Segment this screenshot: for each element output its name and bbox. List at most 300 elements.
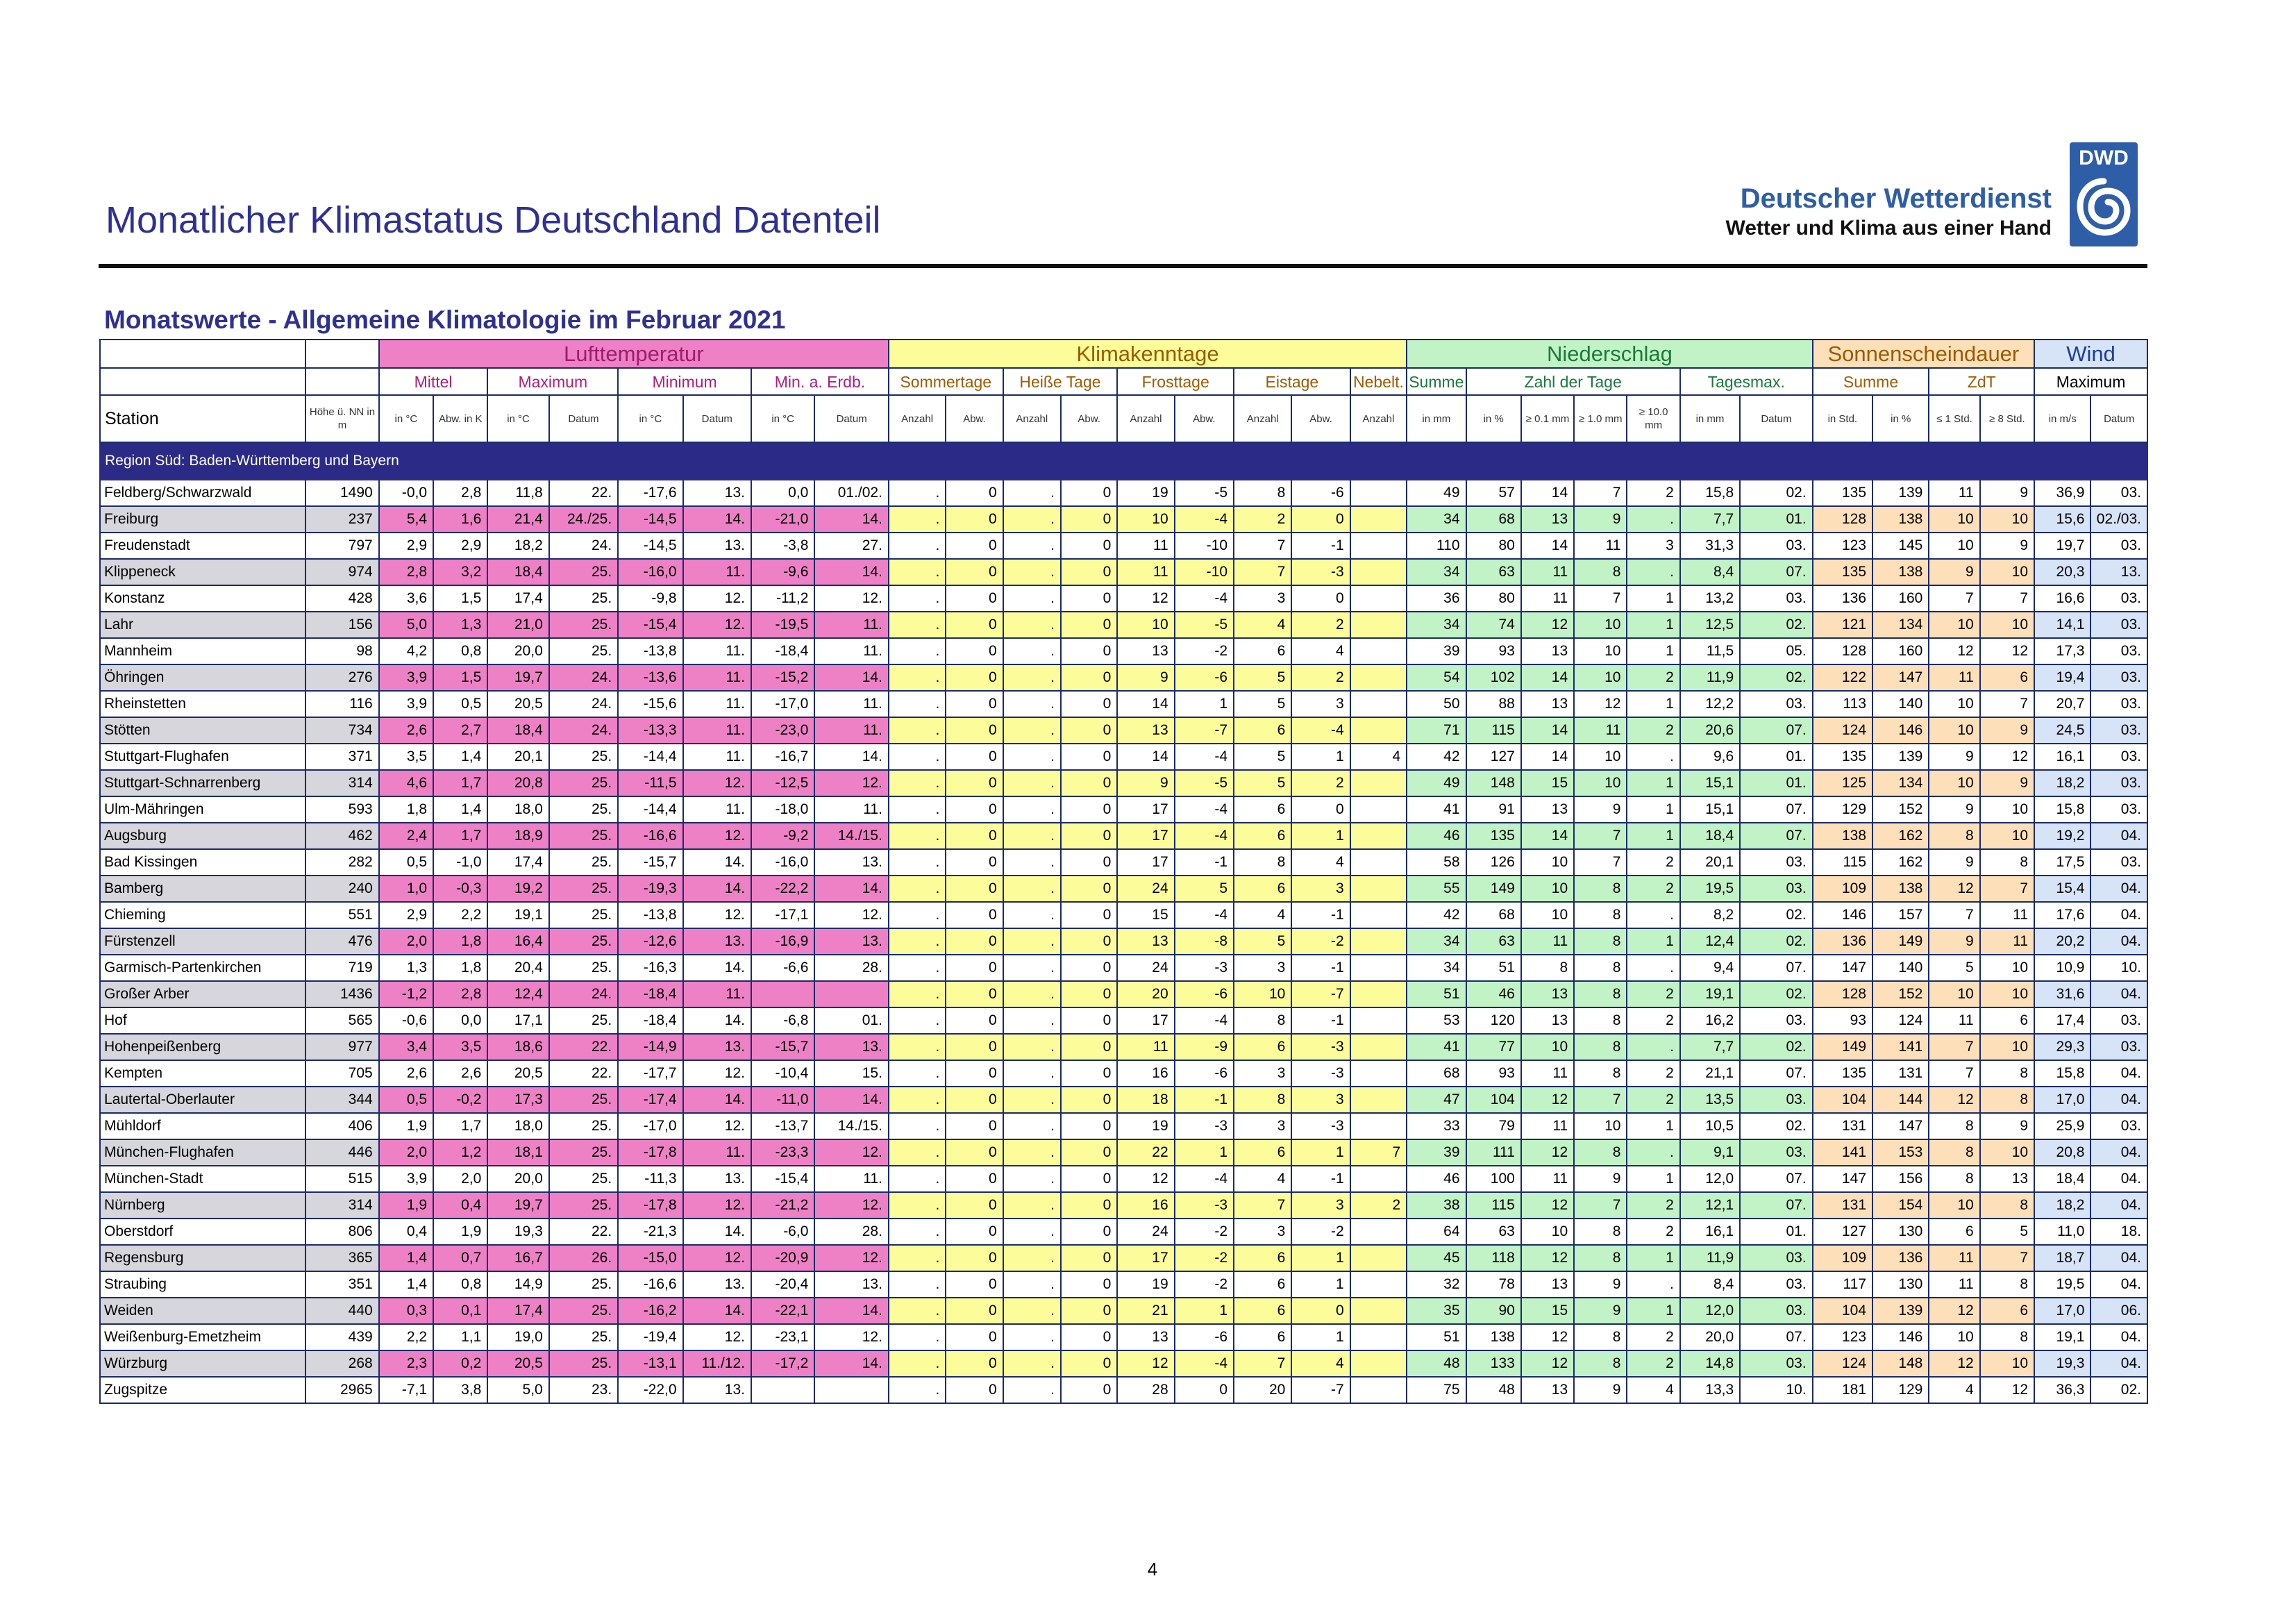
sub-zahl-der-tage: Zahl der Tage: [1466, 368, 1680, 395]
cell-t-min: -13,6: [618, 664, 682, 691]
cell-t-abw: 0,8: [433, 1271, 487, 1298]
cell-heisse-tage: .: [1003, 691, 1061, 717]
cell-nied-prozent: 91: [1466, 796, 1521, 823]
cell-wind-max: 20,2: [2034, 928, 2090, 955]
cell-sommertage-abw: 0: [946, 612, 1003, 638]
cell-eistage-abw: 0: [1291, 506, 1350, 533]
cell-t-max-datum: 26.: [549, 1245, 618, 1271]
cell-tage-1-0mm: 8: [1574, 1350, 1627, 1377]
cell-sommertage-abw: 0: [946, 1087, 1003, 1113]
cell-t-abw: 1,8: [433, 928, 487, 955]
cell-zdt-8std: 8: [1980, 1271, 2034, 1298]
cell-sonne-std: 136: [1813, 585, 1872, 612]
cell-nied-summe: 34: [1407, 506, 1466, 533]
cell-tage-0-1mm: 13: [1521, 638, 1574, 664]
cell-t-mittel: 1,0: [379, 876, 433, 902]
cell-hoehe: 797: [305, 533, 378, 559]
cell-heisse-tage-abw: 0: [1061, 612, 1117, 638]
cell-t-mittel: 1,3: [379, 955, 433, 981]
table-row: [100, 585, 2147, 612]
cell-nied-summe: 46: [1407, 1166, 1466, 1192]
cell-zdt-8std: 8: [1980, 1192, 2034, 1219]
cell-erdb-min: -11,2: [751, 585, 814, 612]
cell-zdt-8std: 8: [1980, 1060, 2034, 1087]
cell-sonne-std: 149: [1813, 1034, 1872, 1060]
unit-t-min: in °C: [618, 395, 682, 442]
cell-t-min: -19,3: [618, 876, 682, 902]
cell-t-mittel: 3,9: [379, 691, 433, 717]
cell-tage-10-0mm: .: [1627, 744, 1679, 770]
cell-wind-max: 29,3: [2034, 1034, 2090, 1060]
cell-zdt-8std: 6: [1980, 664, 2034, 691]
cell-tage-0-1mm: 14: [1521, 823, 1574, 849]
cell-nebeltage: [1350, 612, 1407, 638]
cell-t-min-datum: 12.: [683, 1060, 751, 1087]
unit-tagesmax-datum: Datum: [1740, 395, 1813, 442]
cell-eistage-abw: -7: [1291, 981, 1350, 1007]
cell-sonne-std: 121: [1813, 612, 1872, 638]
cell-t-max: 20,0: [487, 638, 548, 664]
cell-t-max: 17,4: [487, 585, 548, 612]
cell-erdb-datum: 11.: [814, 612, 889, 638]
cell-hoehe: 240: [305, 876, 378, 902]
cell-sonne-prozent: 130: [1872, 1219, 1929, 1245]
cell-station: Weißenburg-Emetzheim: [100, 1324, 305, 1350]
cell-sommertage: .: [889, 506, 946, 533]
cell-nied-prozent: 88: [1466, 691, 1521, 717]
cell-heisse-tage-abw: 0: [1061, 955, 1117, 981]
cell-nebeltage: [1350, 1113, 1407, 1139]
cell-heisse-tage: .: [1003, 1034, 1061, 1060]
cell-t-max: 19,7: [487, 664, 548, 691]
cell-heisse-tage: .: [1003, 1060, 1061, 1087]
cell-t-mittel: 2,6: [379, 1060, 433, 1087]
cell-hoehe: 314: [305, 1192, 378, 1219]
cell-t-max-datum: 25.: [549, 796, 618, 823]
cell-t-max: 19,1: [487, 902, 548, 928]
cell-nied-prozent: 118: [1466, 1245, 1521, 1271]
cell-station: Weiden: [100, 1298, 305, 1324]
cell-eistage: 3: [1234, 1060, 1291, 1087]
cell-t-mittel: 0,5: [379, 1087, 433, 1113]
cell-sommertage: .: [889, 1245, 946, 1271]
cell-nied-prozent: 93: [1466, 638, 1521, 664]
cell-heisse-tage-abw: 0: [1061, 1060, 1117, 1087]
cell-sommertage-abw: 0: [946, 1271, 1003, 1298]
cell-tagesmax-datum: 03.: [1740, 849, 1813, 876]
cell-zdt-1std: 10: [1929, 981, 1979, 1007]
cell-eistage: 3: [1234, 585, 1291, 612]
cell-sonne-prozent: 139: [1872, 744, 1929, 770]
cell-t-max: 19,2: [487, 876, 548, 902]
unit-hoehe: Höhe ü. NN in m: [305, 395, 378, 442]
cell-sonne-std: 181: [1813, 1377, 1872, 1403]
cell-t-min: -9,8: [618, 585, 682, 612]
cell-nied-prozent: 78: [1466, 1271, 1521, 1298]
cell-hoehe: 1436: [305, 981, 378, 1007]
blank-header-cell: [305, 368, 378, 395]
cell-zdt-1std: 11: [1929, 664, 1979, 691]
cell-station: Augsburg: [100, 823, 305, 849]
cell-t-mittel: 1,8: [379, 796, 433, 823]
cell-tagesmax-datum: 01.: [1740, 770, 1813, 796]
cell-t-mittel: 4,6: [379, 770, 433, 796]
cell-tage-1-0mm: 8: [1574, 1060, 1627, 1087]
cell-t-abw: 2,7: [433, 717, 487, 744]
cell-sonne-std: 138: [1813, 823, 1872, 849]
cell-sonne-prozent: 147: [1872, 664, 1929, 691]
cell-sonne-std: 135: [1813, 1060, 1872, 1087]
cell-sonne-prozent: 154: [1872, 1192, 1929, 1219]
cell-hoehe: 406: [305, 1113, 378, 1139]
cell-sonne-std: 135: [1813, 480, 1872, 506]
dwd-logo: [2070, 142, 2138, 246]
cell-sonne-prozent: 138: [1872, 506, 1929, 533]
cell-t-max-datum: 24.: [549, 691, 618, 717]
cell-sommertage: .: [889, 664, 946, 691]
cell-t-mittel: 5,0: [379, 612, 433, 638]
cell-tagesmax-mm: 12,0: [1680, 1166, 1740, 1192]
cell-nied-summe: 46: [1407, 823, 1466, 849]
cell-wind-max: 19,1: [2034, 1324, 2090, 1350]
cell-t-max: 20,8: [487, 770, 548, 796]
cell-frosttage: 17: [1117, 849, 1174, 876]
cell-zdt-1std: 9: [1929, 796, 1979, 823]
cell-t-mittel: 1,9: [379, 1113, 433, 1139]
cell-nied-summe: 33: [1407, 1113, 1466, 1139]
cell-tagesmax-datum: 02.: [1740, 612, 1813, 638]
cell-t-max-datum: 25.: [549, 1192, 618, 1219]
cell-wind-datum: 02./03.: [2090, 506, 2147, 533]
table-row: [100, 1034, 2147, 1060]
cell-tagesmax-datum: 01.: [1740, 506, 1813, 533]
cell-sonne-std: 113: [1813, 691, 1872, 717]
table-row: [100, 691, 2147, 717]
cell-frosttage: 18: [1117, 1087, 1174, 1113]
cell-heisse-tage-abw: 0: [1061, 1139, 1117, 1166]
cell-heisse-tage: .: [1003, 902, 1061, 928]
cell-eistage-abw: 4: [1291, 849, 1350, 876]
cell-frosttage: 13: [1117, 1324, 1174, 1350]
cell-erdb-datum: 11.: [814, 796, 889, 823]
cell-t-abw: 3,8: [433, 1377, 487, 1403]
cell-zdt-1std: 6: [1929, 1219, 1979, 1245]
cell-t-min-datum: 11.: [683, 559, 751, 585]
cell-t-max: 18,9: [487, 823, 548, 849]
cell-frosttage: 9: [1117, 770, 1174, 796]
cell-zdt-1std: 7: [1929, 902, 1979, 928]
cell-sommertage-abw: 0: [946, 717, 1003, 744]
climate-data-table: [99, 339, 2148, 1404]
cell-tagesmax-mm: 11,9: [1680, 1245, 1740, 1271]
table-row: [100, 981, 2147, 1007]
cell-heisse-tage: .: [1003, 1007, 1061, 1034]
table-row: [100, 1139, 2147, 1166]
cell-sonne-prozent: 153: [1872, 1139, 1929, 1166]
cell-erdb-min: -17,2: [751, 1350, 814, 1377]
cell-erdb-min: [751, 1377, 814, 1403]
cell-t-min-datum: 12.: [683, 1113, 751, 1139]
cell-sonne-prozent: 140: [1872, 691, 1929, 717]
cell-t-min-datum: 12.: [683, 585, 751, 612]
cell-tage-10-0mm: 2: [1627, 1219, 1679, 1245]
cell-t-min-datum: 14.: [683, 1007, 751, 1034]
table-row: [100, 1113, 2147, 1139]
cell-sommertage-abw: 0: [946, 928, 1003, 955]
cell-tage-10-0mm: 4: [1627, 1377, 1679, 1403]
cell-tagesmax-datum: 07.: [1740, 1060, 1813, 1087]
table-row: [100, 1087, 2147, 1113]
cell-t-abw: 3,5: [433, 1034, 487, 1060]
cell-nied-summe: 71: [1407, 717, 1466, 744]
cell-zdt-8std: 9: [1980, 770, 2034, 796]
table-row: [100, 796, 2147, 823]
cell-eistage-abw: -2: [1291, 1219, 1350, 1245]
cell-wind-datum: 04.: [2090, 876, 2147, 902]
cell-t-abw: 0,1: [433, 1298, 487, 1324]
cell-wind-max: 17,3: [2034, 638, 2090, 664]
cell-tage-0-1mm: 13: [1521, 796, 1574, 823]
cell-station: Konstanz: [100, 585, 305, 612]
cell-frosttage: 13: [1117, 928, 1174, 955]
cell-nied-prozent: 90: [1466, 1298, 1521, 1324]
cell-hoehe: 98: [305, 638, 378, 664]
cell-nied-prozent: 63: [1466, 559, 1521, 585]
cell-hoehe: 237: [305, 506, 378, 533]
cell-wind-max: 16,6: [2034, 585, 2090, 612]
cell-nebeltage: [1350, 981, 1407, 1007]
unit-tage-10-0mm: ≥ 10.0 mm: [1627, 395, 1679, 442]
cell-t-max-datum: 25.: [549, 1271, 618, 1298]
cell-hoehe: 593: [305, 796, 378, 823]
cell-t-abw: 1,2: [433, 1139, 487, 1166]
cell-tage-0-1mm: 11: [1521, 1166, 1574, 1192]
cell-erdb-datum: 15.: [814, 1060, 889, 1087]
cell-sonne-std: 146: [1813, 902, 1872, 928]
cell-wind-max: 17,6: [2034, 902, 2090, 928]
cell-station: Straubing: [100, 1271, 305, 1298]
cell-sommertage-abw: 0: [946, 1377, 1003, 1403]
cell-t-max: 21,4: [487, 506, 548, 533]
cell-tage-0-1mm: 10: [1521, 902, 1574, 928]
table-row: [100, 612, 2147, 638]
cell-eistage: 7: [1234, 1350, 1291, 1377]
cell-wind-max: 19,7: [2034, 533, 2090, 559]
cell-tage-1-0mm: 9: [1574, 1298, 1627, 1324]
cell-sonne-std: 136: [1813, 928, 1872, 955]
cell-sonne-std: 135: [1813, 559, 1872, 585]
table-row: [100, 559, 2147, 585]
unit-erdb-datum: Datum: [814, 395, 889, 442]
cell-t-mittel: 2,9: [379, 902, 433, 928]
cell-eistage: 6: [1234, 1298, 1291, 1324]
cell-nebeltage: [1350, 480, 1407, 506]
cell-tagesmax-datum: 02.: [1740, 902, 1813, 928]
cell-eistage: 6: [1234, 638, 1291, 664]
cell-tagesmax-mm: 10,5: [1680, 1113, 1740, 1139]
cell-heisse-tage: .: [1003, 1192, 1061, 1219]
cell-zdt-8std: 9: [1980, 533, 2034, 559]
sub-heisse-tage: Heiße Tage: [1003, 368, 1118, 395]
cell-wind-datum: 03.: [2090, 533, 2147, 559]
cell-sommertage: .: [889, 559, 946, 585]
cell-wind-datum: 03.: [2090, 691, 2147, 717]
cell-heisse-tage-abw: 0: [1061, 823, 1117, 849]
cell-tagesmax-mm: 18,4: [1680, 823, 1740, 849]
cell-tagesmax-datum: 07.: [1740, 559, 1813, 585]
cell-t-mittel: 1,4: [379, 1271, 433, 1298]
cell-sonne-prozent: 130: [1872, 1271, 1929, 1298]
unit-tagesmax-mm: in mm: [1680, 395, 1740, 442]
cell-t-mittel: 2,3: [379, 1350, 433, 1377]
cell-station: Stuttgart-Flughafen: [100, 744, 305, 770]
cell-sommertage: .: [889, 1113, 946, 1139]
cell-eistage-abw: 0: [1291, 796, 1350, 823]
cell-zdt-8std: 8: [1980, 849, 2034, 876]
cell-t-max-datum: 25.: [549, 559, 618, 585]
cell-eistage: 4: [1234, 612, 1291, 638]
cell-wind-max: 17,0: [2034, 1298, 2090, 1324]
cell-t-max: 16,7: [487, 1245, 548, 1271]
cell-heisse-tage-abw: 0: [1061, 638, 1117, 664]
cell-sommertage-abw: 0: [946, 744, 1003, 770]
cell-eistage: 6: [1234, 717, 1291, 744]
cell-erdb-datum: 11.: [814, 717, 889, 744]
table-row: [100, 744, 2147, 770]
cell-t-max-datum: 25.: [549, 612, 618, 638]
cell-t-min-datum: 12.: [683, 1192, 751, 1219]
cell-frosttage-abw: -6: [1175, 1324, 1234, 1350]
cell-nebeltage: [1350, 533, 1407, 559]
cell-t-mittel: 0,5: [379, 849, 433, 876]
cell-tagesmax-datum: 03.: [1740, 585, 1813, 612]
sub-zdt: ZdT: [1929, 368, 2034, 395]
cell-zdt-1std: 12: [1929, 876, 1979, 902]
cell-wind-datum: 03.: [2090, 796, 2147, 823]
cell-tage-1-0mm: 11: [1574, 717, 1627, 744]
cell-eistage: 6: [1234, 823, 1291, 849]
cell-wind-datum: 18.: [2090, 1219, 2147, 1245]
cell-zdt-8std: 10: [1980, 559, 2034, 585]
unit-t-max-datum: Datum: [549, 395, 618, 442]
cell-erdb-datum: 14.: [814, 1350, 889, 1377]
cell-zdt-1std: 10: [1929, 717, 1979, 744]
cell-sommertage-abw: 0: [946, 1060, 1003, 1087]
cell-sommertage-abw: 0: [946, 796, 1003, 823]
table-row: [100, 823, 2147, 849]
cell-t-min-datum: 11.: [683, 664, 751, 691]
cell-station: Stuttgart-Schnarrenberg: [100, 770, 305, 796]
cell-t-abw: 1,5: [433, 585, 487, 612]
cell-eistage-abw: 1: [1291, 1245, 1350, 1271]
unit-eistage-abw: Abw.: [1291, 395, 1350, 442]
cell-t-min-datum: 13.: [683, 1034, 751, 1060]
cell-sommertage: .: [889, 480, 946, 506]
cell-tagesmax-mm: 9,6: [1680, 744, 1740, 770]
cell-hoehe: 371: [305, 744, 378, 770]
cell-t-abw: 2,9: [433, 533, 487, 559]
cell-sommertage-abw: 0: [946, 849, 1003, 876]
cell-nied-prozent: 68: [1466, 902, 1521, 928]
cell-frosttage-abw: -2: [1175, 638, 1234, 664]
cell-heisse-tage-abw: 0: [1061, 876, 1117, 902]
cell-tage-0-1mm: 11: [1521, 1060, 1574, 1087]
cell-tage-0-1mm: 11: [1521, 928, 1574, 955]
cell-heisse-tage: .: [1003, 1166, 1061, 1192]
cell-nied-prozent: 138: [1466, 1324, 1521, 1350]
region-row: [100, 442, 2147, 480]
cell-erdb-datum: 12.: [814, 1139, 889, 1166]
cell-frosttage: 10: [1117, 506, 1174, 533]
table-row: [100, 1271, 2147, 1298]
cell-erdb-min: -15,7: [751, 1034, 814, 1060]
cell-t-abw: 1,6: [433, 506, 487, 533]
cell-tage-0-1mm: 13: [1521, 981, 1574, 1007]
cell-nied-prozent: 148: [1466, 770, 1521, 796]
cell-tagesmax-datum: 03.: [1740, 533, 1813, 559]
section-sonnenscheindauer: Sonnenscheindauer: [1813, 340, 2034, 368]
cell-wind-datum: 04.: [2090, 1166, 2147, 1192]
cell-t-min: -17,4: [618, 1087, 682, 1113]
cell-tage-1-0mm: 8: [1574, 902, 1627, 928]
cell-station: Würzburg: [100, 1350, 305, 1377]
cell-t-max: 18,4: [487, 717, 548, 744]
cell-heisse-tage: .: [1003, 955, 1061, 981]
cell-erdb-datum: 14.: [814, 506, 889, 533]
cell-nied-prozent: 135: [1466, 823, 1521, 849]
cell-eistage-abw: -1: [1291, 955, 1350, 981]
cell-nebeltage: [1350, 823, 1407, 849]
cell-zdt-8std: 8: [1980, 1087, 2034, 1113]
sub-frosttage: Frosttage: [1117, 368, 1234, 395]
unit-heisse-tage: Anzahl: [1003, 395, 1061, 442]
cell-frosttage-abw: -2: [1175, 1245, 1234, 1271]
cell-station: Kempten: [100, 1060, 305, 1087]
cell-sonne-prozent: 149: [1872, 928, 1929, 955]
cell-t-min-datum: 13.: [683, 928, 751, 955]
cell-wind-max: 20,8: [2034, 1139, 2090, 1166]
cell-wind-max: 16,1: [2034, 744, 2090, 770]
cell-sonne-prozent: 146: [1872, 1324, 1929, 1350]
cell-sommertage: .: [889, 1324, 946, 1350]
cell-zdt-1std: 8: [1929, 1139, 1979, 1166]
cell-station: Großer Arber: [100, 981, 305, 1007]
cell-heisse-tage-abw: 0: [1061, 1192, 1117, 1219]
cell-nebeltage: [1350, 1377, 1407, 1403]
cell-t-max-datum: 25.: [549, 1007, 618, 1034]
cell-frosttage: 24: [1117, 1219, 1174, 1245]
cell-tagesmax-mm: 9,4: [1680, 955, 1740, 981]
cell-sonne-prozent: 156: [1872, 1166, 1929, 1192]
cell-tage-10-0mm: .: [1627, 955, 1679, 981]
cell-t-abw: 0,4: [433, 1192, 487, 1219]
cell-sommertage-abw: 0: [946, 533, 1003, 559]
cell-sommertage: .: [889, 955, 946, 981]
unit-zdt-1std: ≤ 1 Std.: [1929, 395, 1979, 442]
cell-tagesmax-datum: 07.: [1740, 955, 1813, 981]
cell-erdb-min: -6,0: [751, 1219, 814, 1245]
cell-sommertage: .: [889, 770, 946, 796]
cell-tagesmax-mm: 14,8: [1680, 1350, 1740, 1377]
cell-heisse-tage-abw: 0: [1061, 770, 1117, 796]
cell-tage-10-0mm: 2: [1627, 664, 1679, 691]
cell-t-min-datum: 11.: [683, 638, 751, 664]
cell-frosttage: 12: [1117, 1166, 1174, 1192]
cell-erdb-min: -13,7: [751, 1113, 814, 1139]
cell-tage-10-0mm: 2: [1627, 1060, 1679, 1087]
cell-tage-1-0mm: 11: [1574, 533, 1627, 559]
cell-station: Feldberg/Schwarzwald: [100, 480, 305, 506]
